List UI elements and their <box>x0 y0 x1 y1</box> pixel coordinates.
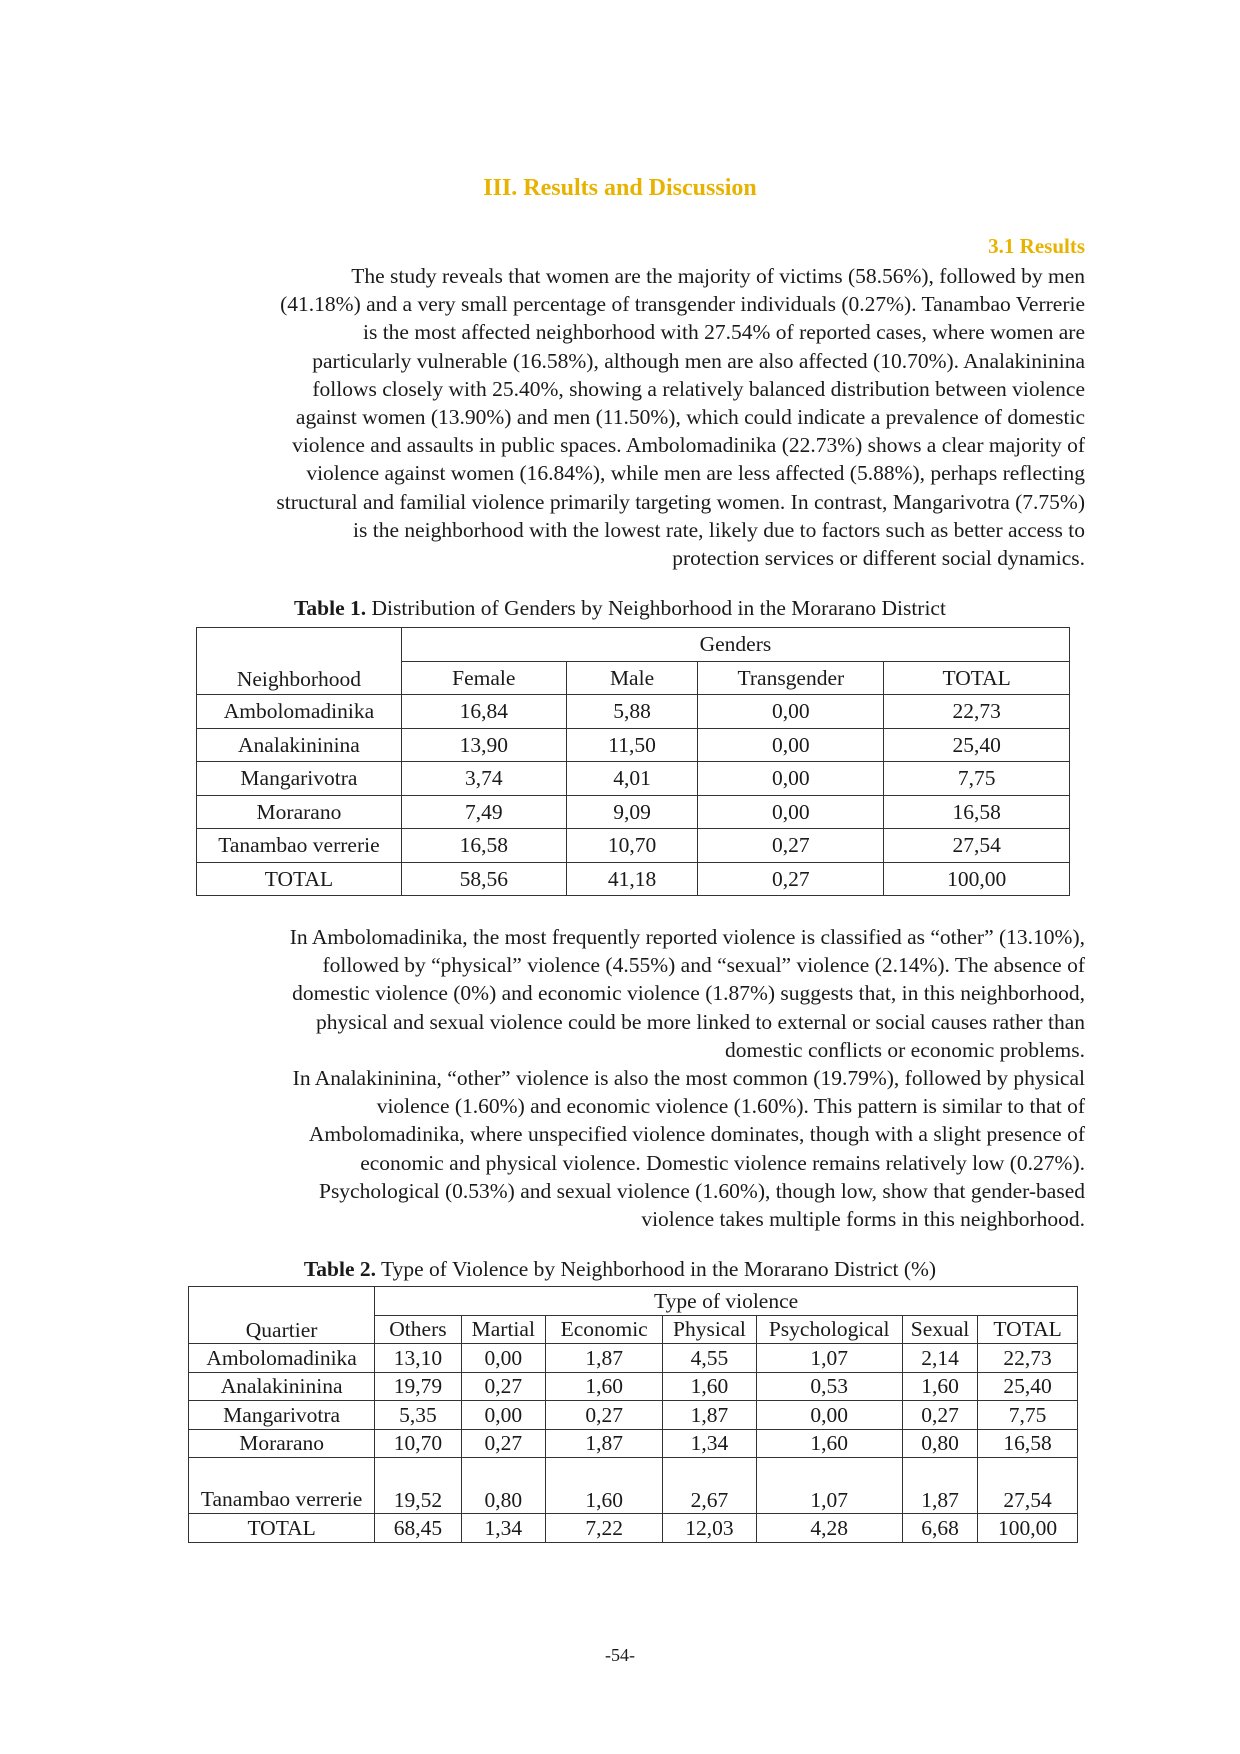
value-cell: 0,27 <box>698 829 884 863</box>
value-cell: 10,70 <box>375 1429 461 1458</box>
value-cell: 1,60 <box>545 1372 662 1401</box>
value-cell: 16,58 <box>978 1429 1078 1458</box>
value-cell: 3,74 <box>401 762 566 796</box>
table2-caption-text: Type of Violence by Neighborhood in the Morarano District (%) <box>376 1257 937 1281</box>
text-line: economic and physical violence. Domestic violence remains relatively low (0.27%). <box>360 1150 1085 1175</box>
value-cell: 0,00 <box>698 695 884 729</box>
text-line: particularly vulnerable (16.58%), although men are also affected (10.70%). Analakininina <box>312 348 1085 373</box>
value-cell: 1,60 <box>663 1372 756 1401</box>
table-row <box>197 728 1070 762</box>
value-cell: 0,27 <box>461 1429 545 1458</box>
row-label-cell: TOTAL <box>189 1514 375 1543</box>
section-heading: III. Results and Discussion <box>483 175 757 201</box>
value-cell: 0,27 <box>545 1401 662 1430</box>
column-header: Physical <box>663 1315 756 1344</box>
value-cell: 1,87 <box>545 1344 662 1373</box>
column-header-neighborhood: Neighborhood <box>197 628 402 695</box>
value-cell: 22,73 <box>884 695 1070 729</box>
column-header: Male <box>566 661 698 695</box>
row-label-cell: TOTAL <box>197 862 402 896</box>
text-line: is the neighborhood with the lowest rate, likely due to factors such as better access to <box>353 517 1085 542</box>
table-header-row <box>189 1287 1078 1316</box>
value-cell: 5,88 <box>566 695 698 729</box>
value-cell: 2,14 <box>902 1344 977 1373</box>
column-header: TOTAL <box>884 661 1070 695</box>
value-cell: 16,58 <box>884 795 1070 829</box>
text-line: protection services or different social dynamics. <box>672 546 1085 571</box>
value-cell: 6,68 <box>902 1514 977 1543</box>
gender-distribution-table <box>196 627 1070 896</box>
table-row <box>197 695 1070 729</box>
value-cell: 100,00 <box>978 1514 1078 1543</box>
value-cell: 2,67 <box>663 1458 756 1514</box>
value-cell: 0,00 <box>461 1344 545 1373</box>
value-cell: 0,27 <box>698 862 884 896</box>
value-cell: 7,75 <box>978 1401 1078 1430</box>
table-row <box>189 1372 1078 1401</box>
text-line: In Analakininina, “other” violence is also the most common (19.79%), followed by physical <box>292 1066 1085 1090</box>
column-header: Sexual <box>902 1315 977 1344</box>
column-header: Psychological <box>756 1315 902 1344</box>
value-cell: 5,35 <box>375 1401 461 1430</box>
value-cell: 1,87 <box>545 1429 662 1458</box>
row-label-cell: Ambolomadinika <box>197 695 402 729</box>
table1-caption-label: Table 1. <box>294 596 367 620</box>
value-cell: 4,01 <box>566 762 698 796</box>
group-header-type-of-violence: Type of violence <box>375 1287 1078 1316</box>
row-label-cell: Morarano <box>189 1429 375 1458</box>
value-cell: 10,70 <box>566 829 698 863</box>
value-cell: 0,80 <box>461 1458 545 1514</box>
table-row <box>197 795 1070 829</box>
text-line: against women (13.90%) and men (11.50%), which could indicate a prevalence of domestic <box>295 405 1085 430</box>
violence-type-table <box>188 1286 1078 1543</box>
text-line: Psychological (0.53%) and sexual violence (1.60%), though low, show that gender-based <box>318 1178 1085 1203</box>
value-cell: 1,34 <box>461 1514 545 1543</box>
row-label-cell: Ambolomadinika <box>189 1344 375 1373</box>
table-row <box>189 1514 1078 1543</box>
row-label-cell: Mangarivotra <box>197 762 402 796</box>
table-row <box>189 1344 1078 1373</box>
value-cell: 27,54 <box>978 1458 1078 1514</box>
table1-caption <box>0 596 1240 621</box>
table-row <box>197 862 1070 896</box>
value-cell: 1,34 <box>663 1429 756 1458</box>
column-header: Martial <box>461 1315 545 1344</box>
text-line: violence takes multiple forms in this neighborhood. <box>641 1207 1085 1232</box>
value-cell: 25,40 <box>978 1372 1078 1401</box>
value-cell: 11,50 <box>566 728 698 762</box>
value-cell: 0,00 <box>698 762 884 796</box>
text-line: domestic violence (0%) and economic violence (1.87%) suggests that, in this neighborhood, <box>292 981 1085 1006</box>
row-label-cell: Tanambao verrerie <box>197 829 402 863</box>
column-header: Others <box>375 1315 461 1344</box>
value-cell: 12,03 <box>663 1514 756 1543</box>
analakininina-paragraph <box>190 1064 1085 1233</box>
row-label-cell: Analakininina <box>197 728 402 762</box>
value-cell: 19,52 <box>375 1458 461 1514</box>
value-cell: 13,10 <box>375 1344 461 1373</box>
value-cell: 19,79 <box>375 1372 461 1401</box>
table-row <box>189 1458 1078 1514</box>
value-cell: 9,09 <box>566 795 698 829</box>
value-cell: 1,60 <box>756 1429 902 1458</box>
value-cell: 7,22 <box>545 1514 662 1543</box>
table-row <box>197 829 1070 863</box>
value-cell: 100,00 <box>884 862 1070 896</box>
value-cell: 7,75 <box>884 762 1070 796</box>
value-cell: 1,87 <box>663 1401 756 1430</box>
value-cell: 1,60 <box>545 1458 662 1514</box>
value-cell: 22,73 <box>978 1344 1078 1373</box>
value-cell: 1,07 <box>756 1458 902 1514</box>
value-cell: 16,58 <box>401 829 566 863</box>
value-cell: 41,18 <box>566 862 698 896</box>
value-cell: 13,90 <box>401 728 566 762</box>
text-line: In Ambolomadinika, the most frequently reported violence is classified as “other” (13.10%), <box>289 925 1085 949</box>
table1-caption-text: Distribution of Genders by Neighborhood in the Morarano District <box>366 596 946 620</box>
row-label-cell: Mangarivotra <box>189 1401 375 1430</box>
value-cell: 4,55 <box>663 1344 756 1373</box>
table-header-row <box>197 628 1070 662</box>
text-line: The study reveals that women are the majority of victims (58.56%), followed by men <box>351 264 1085 288</box>
value-cell: 4,28 <box>756 1514 902 1543</box>
value-cell: 0,00 <box>756 1401 902 1430</box>
value-cell: 0,00 <box>698 728 884 762</box>
column-header: Female <box>401 661 566 695</box>
text-line: (41.18%) and a very small percentage of transgender individuals (0.27%). Tanambao Verrerie <box>280 292 1085 317</box>
text-line: Ambolomadinika, where unspecified violence dominates, though with a slight presence of <box>308 1122 1085 1147</box>
table-row <box>189 1401 1078 1430</box>
value-cell: 1,60 <box>902 1372 977 1401</box>
value-cell: 7,49 <box>401 795 566 829</box>
table2-caption-label: Table 2. <box>303 1257 377 1281</box>
value-cell: 25,40 <box>884 728 1070 762</box>
text-line: physical and sexual violence could be more linked to external or social causes rather than <box>316 1009 1085 1034</box>
value-cell: 0,27 <box>461 1372 545 1401</box>
table-row <box>197 762 1070 796</box>
text-line: followed by “physical” violence (4.55%) and “sexual” violence (2.14%). The absence of <box>322 953 1085 978</box>
text-line: structural and familial violence primarily targeting women. In contrast, Mangarivotra (7.75%) <box>276 489 1085 514</box>
subsection-heading: 3.1 Results <box>988 234 1085 258</box>
value-cell: 0,27 <box>902 1401 977 1430</box>
page-number: -54- <box>605 1645 635 1665</box>
text-line: follows closely with 25.40%, showing a relatively balanced distribution between violence <box>312 376 1085 401</box>
column-header: TOTAL <box>978 1315 1078 1344</box>
results-paragraph <box>190 262 1085 572</box>
value-cell: 68,45 <box>375 1514 461 1543</box>
value-cell: 16,84 <box>401 695 566 729</box>
column-header-quartier: Quartier <box>189 1287 375 1344</box>
row-label-cell: Analakininina <box>189 1372 375 1401</box>
text-line: violence and assaults in public spaces. Ambolomadinika (22.73%) shows a clear majority of <box>292 433 1085 458</box>
value-cell: 1,07 <box>756 1344 902 1373</box>
value-cell: 1,87 <box>902 1458 977 1514</box>
row-label-cell: Tanambao verrerie <box>189 1458 375 1514</box>
text-line: is the most affected neighborhood with 27.54% of reported cases, where women are <box>362 320 1085 345</box>
column-header: Transgender <box>698 661 884 695</box>
value-cell: 0,00 <box>698 795 884 829</box>
ambolomadinika-paragraph <box>190 923 1085 1064</box>
table2-caption <box>0 1257 1240 1282</box>
value-cell: 0,00 <box>461 1401 545 1430</box>
text-line: violence (1.60%) and economic violence (1.60%). This pattern is similar to that of <box>376 1094 1085 1119</box>
table-row <box>189 1429 1078 1458</box>
value-cell: 0,80 <box>902 1429 977 1458</box>
value-cell: 58,56 <box>401 862 566 896</box>
row-label-cell: Morarano <box>197 795 402 829</box>
column-header: Economic <box>545 1315 662 1344</box>
value-cell: 0,53 <box>756 1372 902 1401</box>
text-line: domestic conflicts or economic problems. <box>724 1037 1085 1062</box>
group-header-genders: Genders <box>401 628 1069 662</box>
value-cell: 27,54 <box>884 829 1070 863</box>
text-line: violence against women (16.84%), while men are less affected (5.88%), perhaps reflecting <box>306 461 1085 486</box>
